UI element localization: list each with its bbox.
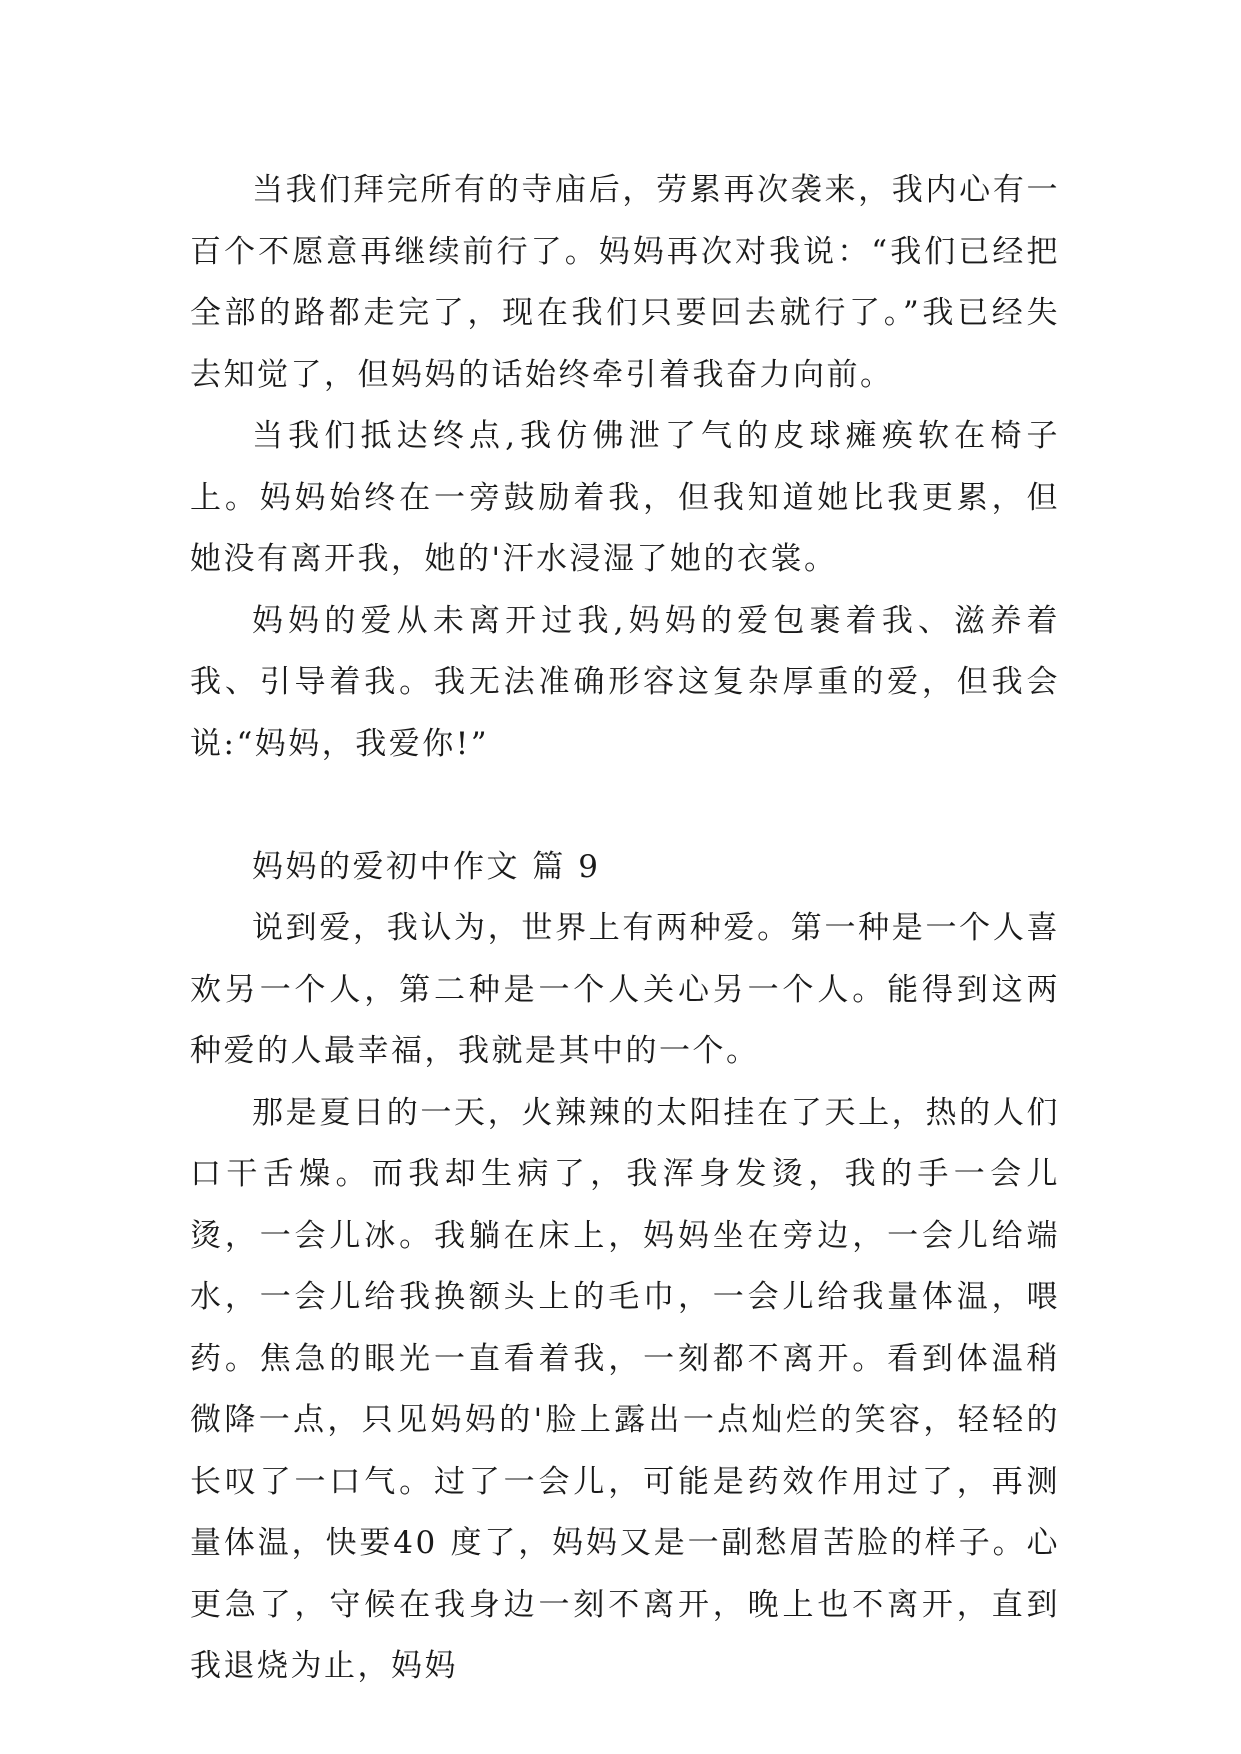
- paragraph-mothers-love: 妈妈的爱从未离开过我,妈妈的爱包裹着我、滋养着我、引导着我。我无法准确形容这复杂厚重的爱，但我会说:“妈妈，我爱你!”: [190, 602, 1060, 762]
- paragraph-finish-line: 当我们抵达终点,我仿佛泄了气的皮球瘫痪软在椅子上。妈妈始终在一旁鼓励着我，但我知道她比我更累，但她没有离开我，她的'汗水浸湿了她的衣裳。: [190, 418, 1060, 577]
- section-spacer: [190, 775, 1060, 837]
- section-heading: 妈妈的爱初中作文 篇 9: [252, 848, 601, 885]
- paragraph-temples: 当我们拜完所有的寺庙后，劳累再次袭来，我内心有一百个不愿意再继续前行了。妈妈再次对我说：“我们已经把全部的路都走完了，现在我们只要回去就行了。”我已经失去知觉了，但妈妈的话始终牵引着我奋力向前。: [190, 172, 1060, 393]
- paragraph-summer-illness: 那是夏日的一天，火辣辣的太阳挂在了天上，热的人们口干舌燥。而我却生病了，我浑身发烫，我的手一会儿烫，一会儿冰。我躺在床上，妈妈坐在旁边，一会儿给端水，一会儿给我换额头上的毛巾，一会儿给我量体温，喂药。焦急的眼光一直看着我，一刻都不离开。看到体温稍微降一点，只见妈妈的'脸上露出一点灿烂的笑容，轻轻的长叹了一口气。过了一会儿，可能是药效作用过了，再测量体温，快要40 度了，妈妈又是一副愁眉苦脸的样子。心更急了，守候在我身边一刻不离开，晚上也不离开，直到我退烧为止，妈妈: [190, 1094, 1060, 1684]
- paragraph-two-kinds-of-love: 说到爱，我认为，世界上有两种爱。第一种是一个人喜欢另一个人，第二种是一个人关心另一个人。能得到这两种爱的人最幸福，我就是其中的一个。: [190, 910, 1060, 1069]
- article-body: [190, 160, 1060, 1698]
